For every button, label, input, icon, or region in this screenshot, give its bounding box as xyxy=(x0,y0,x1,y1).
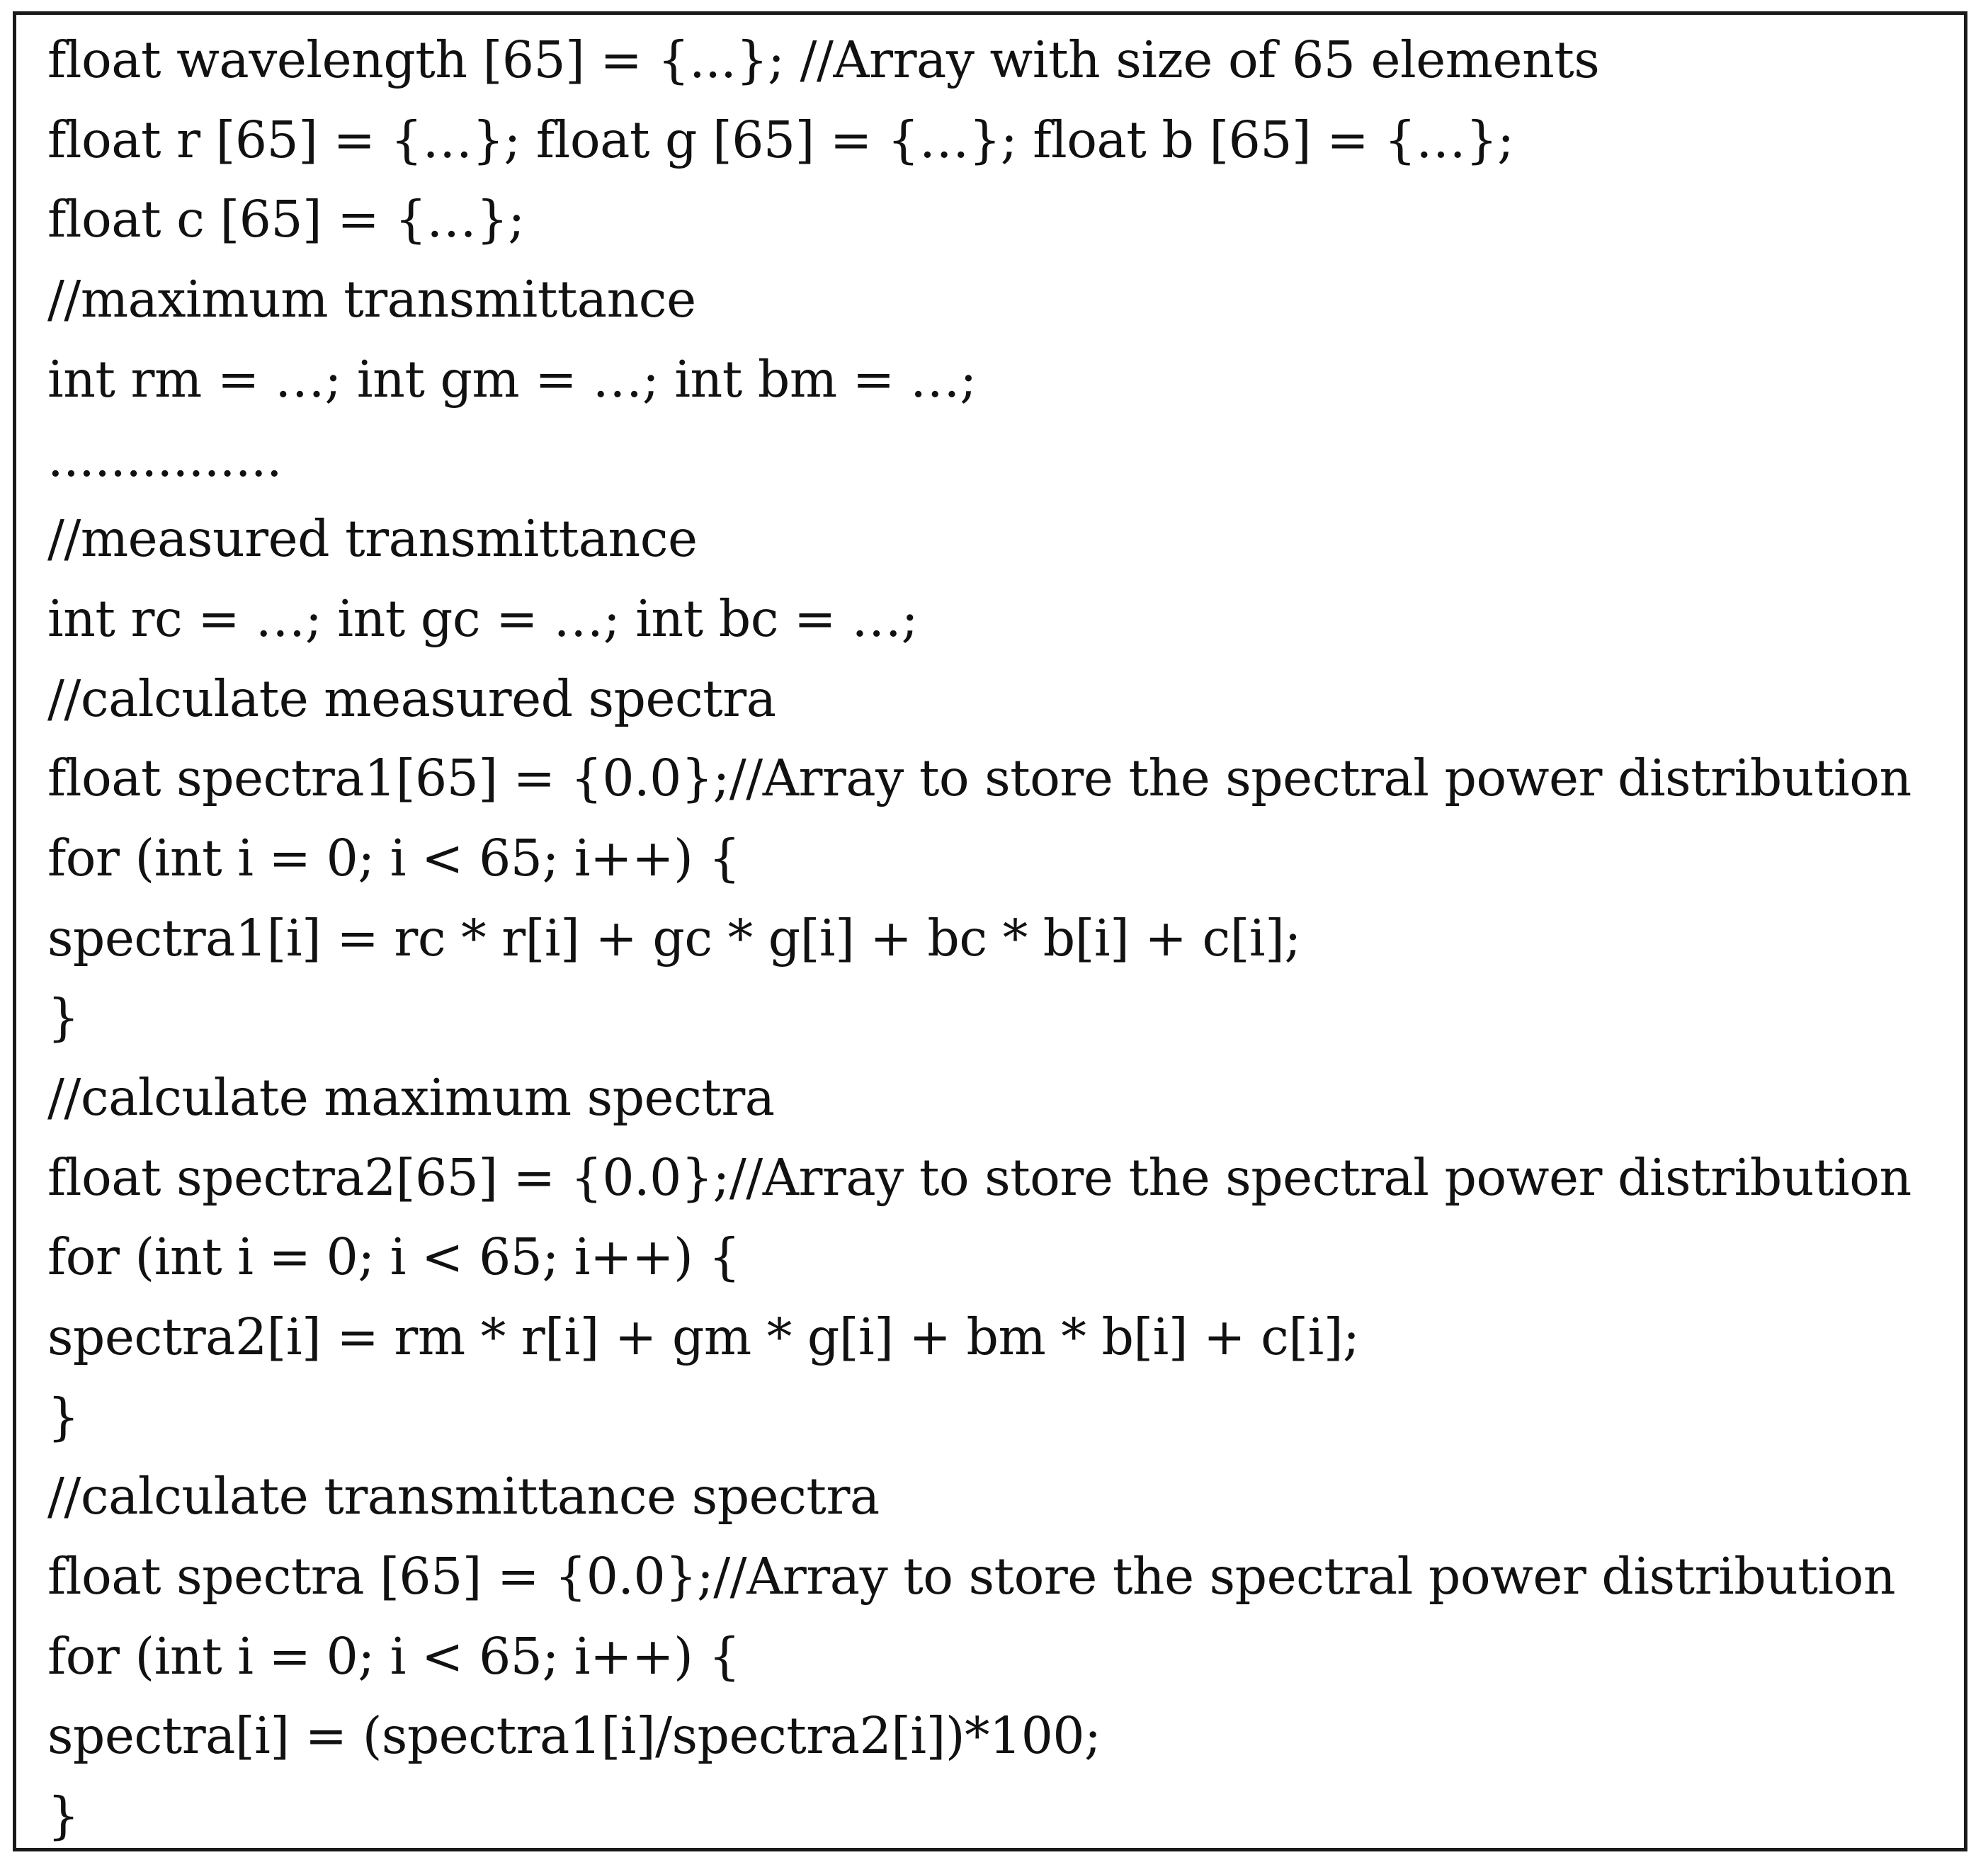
code-listing-box xyxy=(13,11,1967,1851)
code-line: float r [65] = {…}; float g [65] = {…}; float b [65] = {…}; xyxy=(47,110,1514,169)
code-line: float c [65] = {…}; xyxy=(47,190,525,249)
code-line: } xyxy=(47,988,79,1048)
code-line: float spectra [65] = {0.0};//Array to store the spectral power distribution xyxy=(47,1547,1896,1606)
code-line: } xyxy=(47,1786,79,1846)
code-comment-line: //calculate measured spectra xyxy=(47,669,776,728)
code-comment-line: //calculate transmittance spectra xyxy=(47,1467,880,1526)
code-comment-line: //measured transmittance xyxy=(47,509,698,569)
code-line: int rm = …; int gm = …; int bm = …; xyxy=(47,349,977,409)
code-line: float spectra2[65] = {0.0};//Array to store the spectral power distribution xyxy=(47,1147,1912,1207)
code-line: int rc = …; int gc = …; int bc = …; xyxy=(47,589,919,648)
code-line: } xyxy=(47,1387,79,1446)
code-line: for (int i = 0; i < 65; i++) { xyxy=(47,1626,741,1686)
code-comment-line: //maximum transmittance xyxy=(47,270,696,329)
code-line: spectra2[i] = rm * r[i] + gm * g[i] + bm * b[i] + c[i]; xyxy=(47,1307,1360,1366)
code-line: spectra1[i] = rc * r[i] + gc * g[i] + bc * b[i] + c[i]; xyxy=(47,908,1301,968)
code-line: float wavelength [65] = {...}; //Array with size of 65 elements xyxy=(47,30,1600,89)
code-listing xyxy=(47,21,1912,1856)
code-line: for (int i = 0; i < 65; i++) { xyxy=(47,828,741,887)
code-comment-line: //calculate maximum spectra xyxy=(47,1067,775,1127)
code-ellipsis-line: ............... xyxy=(47,429,283,489)
code-line: float spectra1[65] = {0.0};//Array to store the spectral power distribution xyxy=(47,749,1912,808)
code-line: for (int i = 0; i < 65; i++) { xyxy=(47,1227,741,1287)
code-line: spectra[i] = (spectra1[i]/spectra2[i])*100; xyxy=(47,1706,1101,1766)
